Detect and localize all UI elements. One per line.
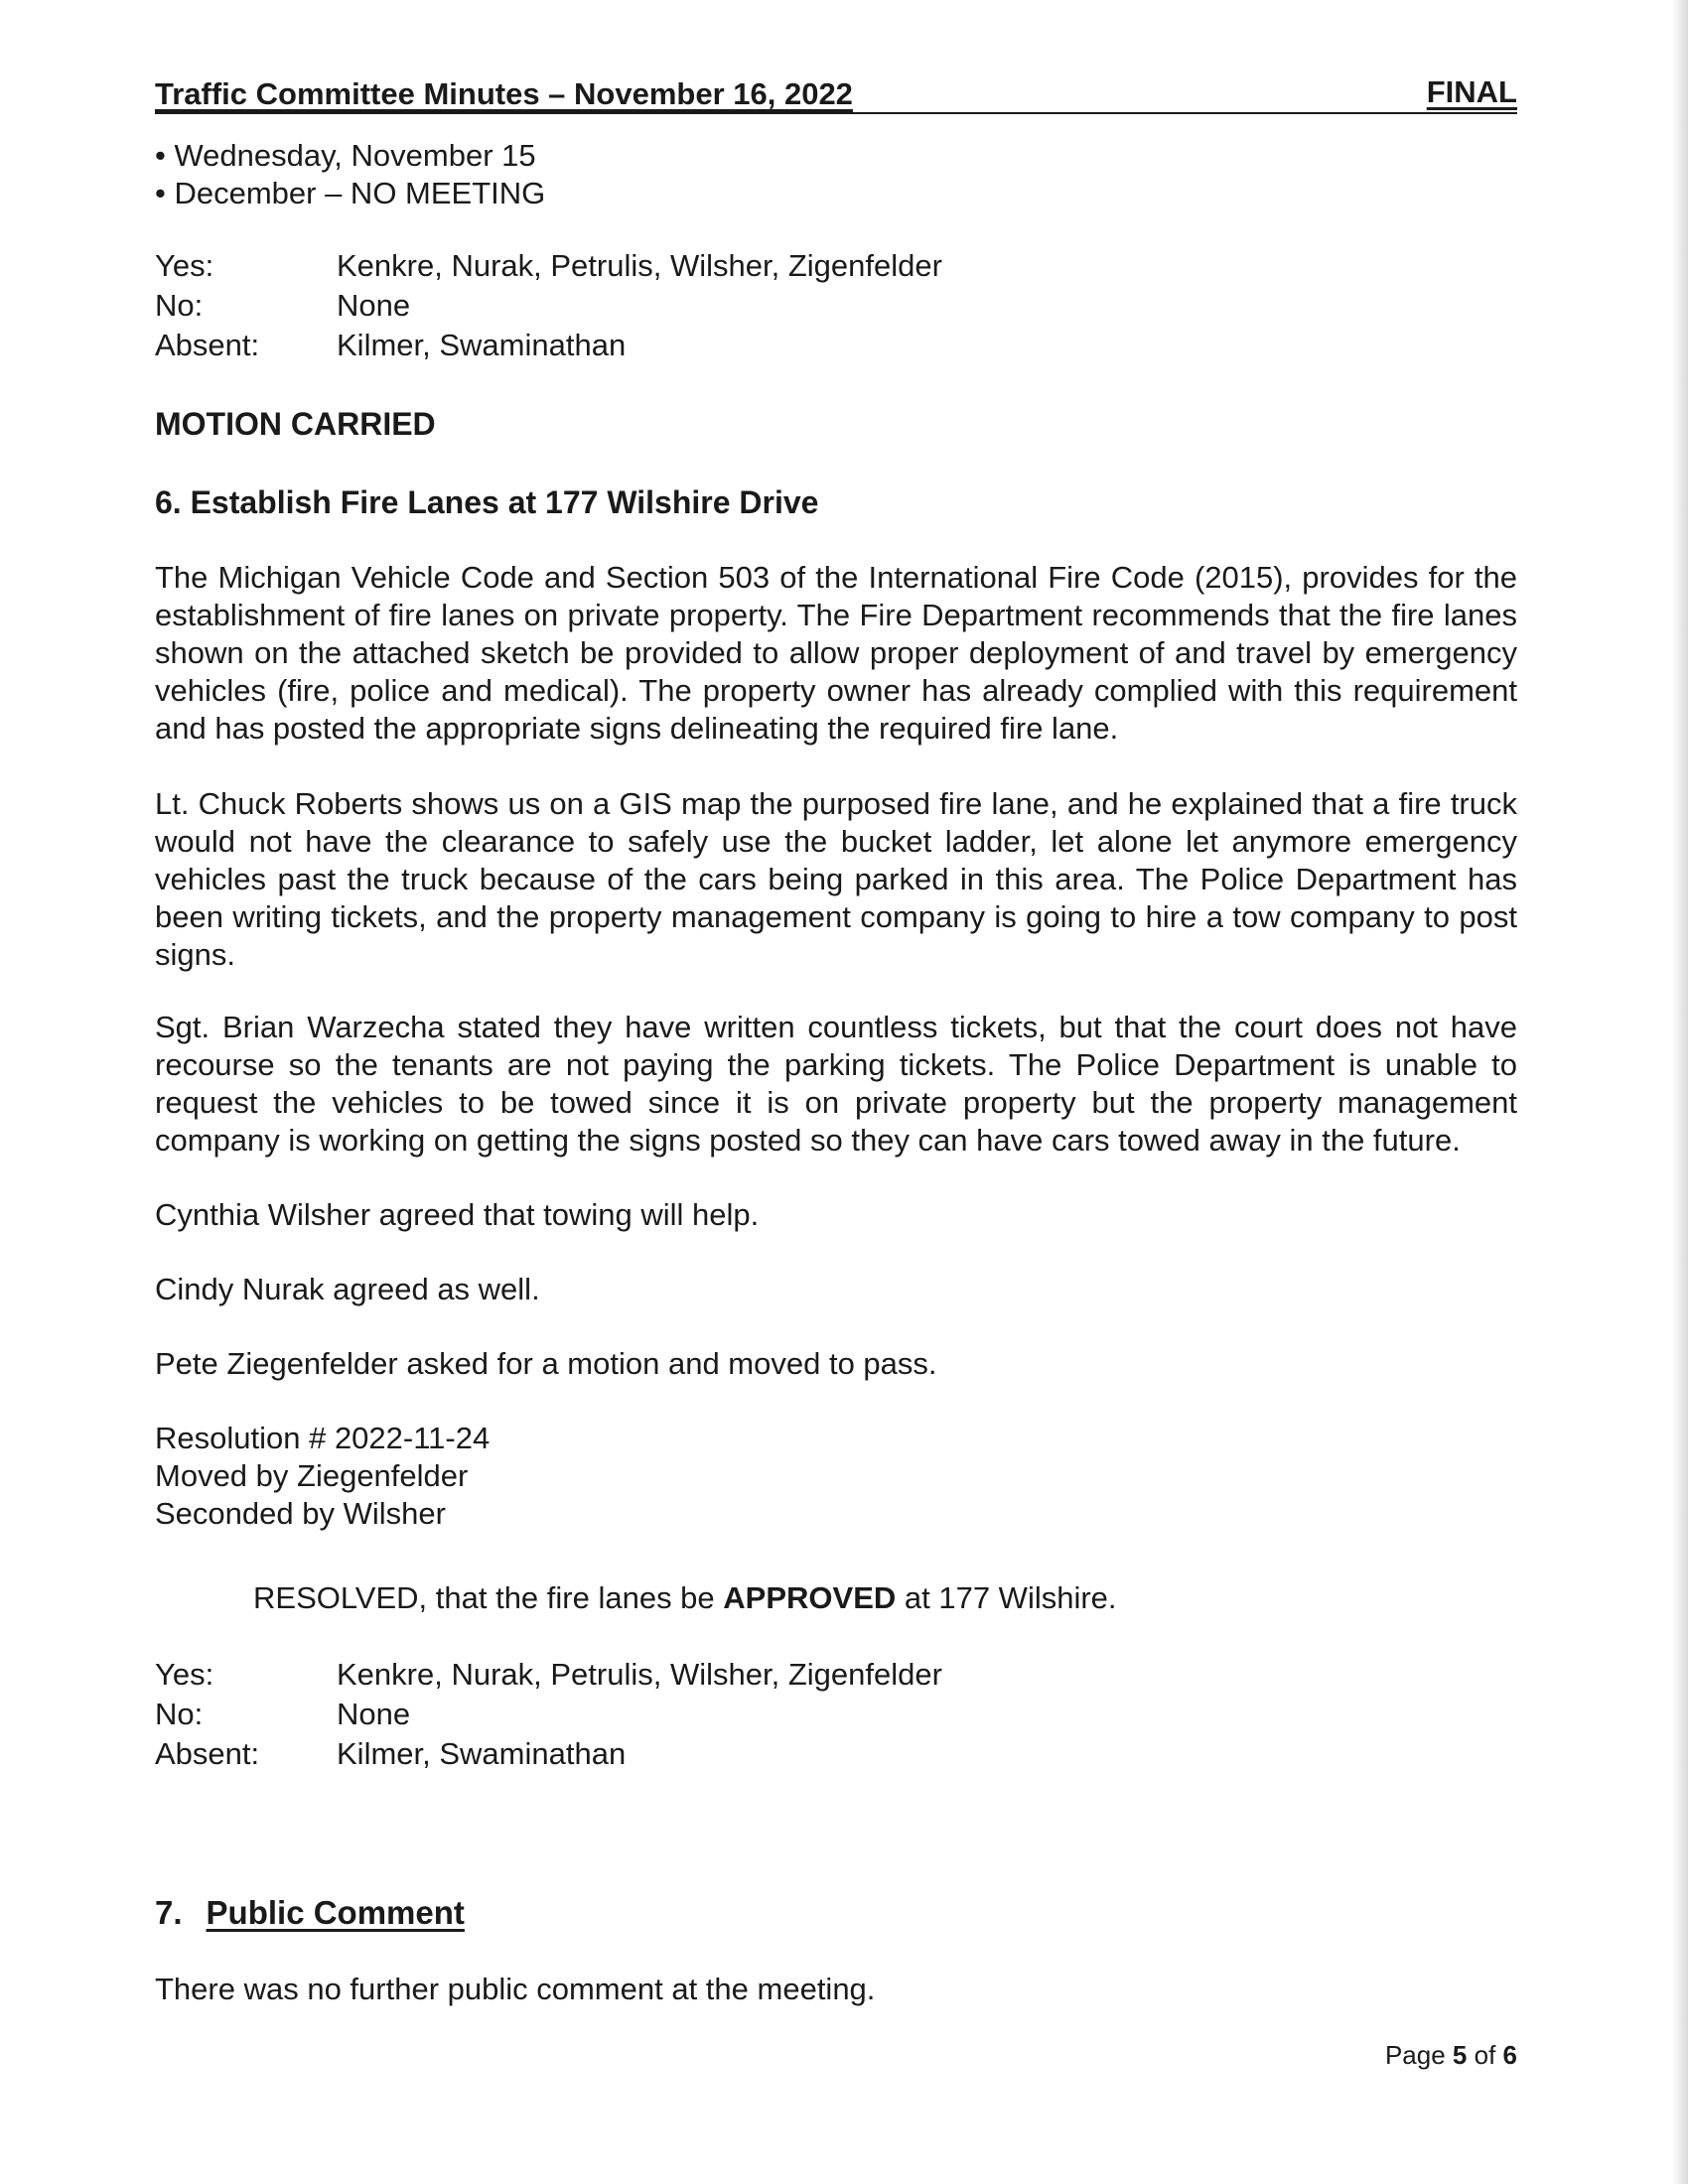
section-6-paragraph-1: The Michigan Vehicle Code and Section 503 of the International Fire Code (2015), provides for the establishment of fire lanes on private property. The Fire Department recommends that the fire lanes shown on the attached sketch be provided to allow proper deployment of and travel by emergency vehicles (fire, police and medical). The property owner has already complied with this requirement and has posted the appropriate signs delineating the required fire lane. xyxy=(155,560,1517,746)
page-prefix: Page xyxy=(1384,2040,1453,2070)
list-item: • Wednesday, November 15 xyxy=(155,138,536,173)
section-6-paragraph-5: Cindy Nurak agreed as well. xyxy=(155,1272,540,1306)
motion-carried: MOTION CARRIED xyxy=(155,406,436,442)
vote-absent-label: Absent: xyxy=(155,1736,260,1771)
list-item: • December – NO MEETING xyxy=(155,176,546,210)
resolved-statement xyxy=(253,1580,1117,1616)
section-6-paragraph-2: Lt. Chuck Roberts shows us on a GIS map the purposed fire lane, and he explained that a fire truck would not have the clearance to safely use the bucket ladder, let alone let anymore emergency vehicles past the truck because of the cars being parked in this area. The Police Department has been writing tickets, and the property management company is going to hire a tow company to post signs. xyxy=(155,786,1517,972)
vote-absent-row xyxy=(155,1734,942,1774)
document-status: FINAL xyxy=(1426,74,1517,109)
section-6-paragraph-3: Sgt. Brian Warzecha stated they have written countless tickets, but that the court does not have recourse so the tenants are not paying the parking tickets. The Police Department is unable to request the vehicles to be towed since it is on private property but the property management company is working on getting the signs posted so they can have cars towed away in the future. xyxy=(155,1010,1517,1158)
vote-yes-value: Kenkre, Nurak, Petrulis, Wilsher, Zigenfelder xyxy=(337,248,942,283)
section-7-number: 7. xyxy=(155,1894,183,1931)
vote-yes-value: Kenkre, Nurak, Petrulis, Wilsher, Zigenfelder xyxy=(337,1657,942,1692)
section-6-heading: 6. Establish Fire Lanes at 177 Wilshire Drive xyxy=(155,484,819,520)
section-6-paragraph-6: Pete Ziegenfelder asked for a motion and moved to pass. xyxy=(155,1346,937,1381)
section-6-paragraph-4: Cynthia Wilsher agreed that towing will help. xyxy=(155,1197,760,1232)
section-7-text: There was no further public comment at the meeting. xyxy=(155,1972,876,2006)
vote-no-row xyxy=(155,286,942,326)
vote-absent-row xyxy=(155,326,942,365)
moved-by: Moved by Ziegenfelder xyxy=(155,1458,469,1493)
page-of: of xyxy=(1467,2040,1503,2070)
vote-absent-label: Absent: xyxy=(155,328,260,362)
resolved-suffix: at 177 Wilshire. xyxy=(896,1580,1117,1615)
vote-no-row xyxy=(155,1695,942,1734)
document-title: Traffic Committee Minutes – November 16, 2022 xyxy=(155,76,853,111)
vote-yes-label: Yes: xyxy=(155,1657,214,1692)
vote-tally-1 xyxy=(155,246,942,365)
page-header xyxy=(155,74,1517,114)
vote-no-label: No: xyxy=(155,288,204,323)
vote-yes-row xyxy=(155,246,942,286)
vote-tally-2 xyxy=(155,1655,942,1774)
section-7-title: Public Comment xyxy=(206,1894,465,1931)
vote-yes-row xyxy=(155,1655,942,1695)
seconded-by: Seconded by Wilsher xyxy=(155,1496,446,1531)
vote-absent-value: Kilmer, Swaminathan xyxy=(337,1736,627,1771)
page-total: 6 xyxy=(1502,2040,1517,2070)
scan-edge-shadow xyxy=(1672,0,1688,2184)
section-7-heading xyxy=(155,1894,465,1932)
resolved-prefix: RESOLVED, that the fire lanes be xyxy=(253,1580,724,1615)
page-current: 5 xyxy=(1452,2040,1468,2070)
vote-no-value: None xyxy=(337,1697,411,1731)
page-number xyxy=(1385,2040,1517,2071)
vote-no-label: No: xyxy=(155,1697,204,1731)
vote-absent-value: Kilmer, Swaminathan xyxy=(337,328,627,362)
resolution-block xyxy=(155,1420,1517,1533)
vote-no-value: None xyxy=(337,288,411,323)
resolved-approved: APPROVED xyxy=(723,1580,897,1615)
meeting-dates-list xyxy=(155,137,545,212)
vote-yes-label: Yes: xyxy=(155,248,214,283)
resolution-number: Resolution # 2022-11-24 xyxy=(155,1421,491,1455)
